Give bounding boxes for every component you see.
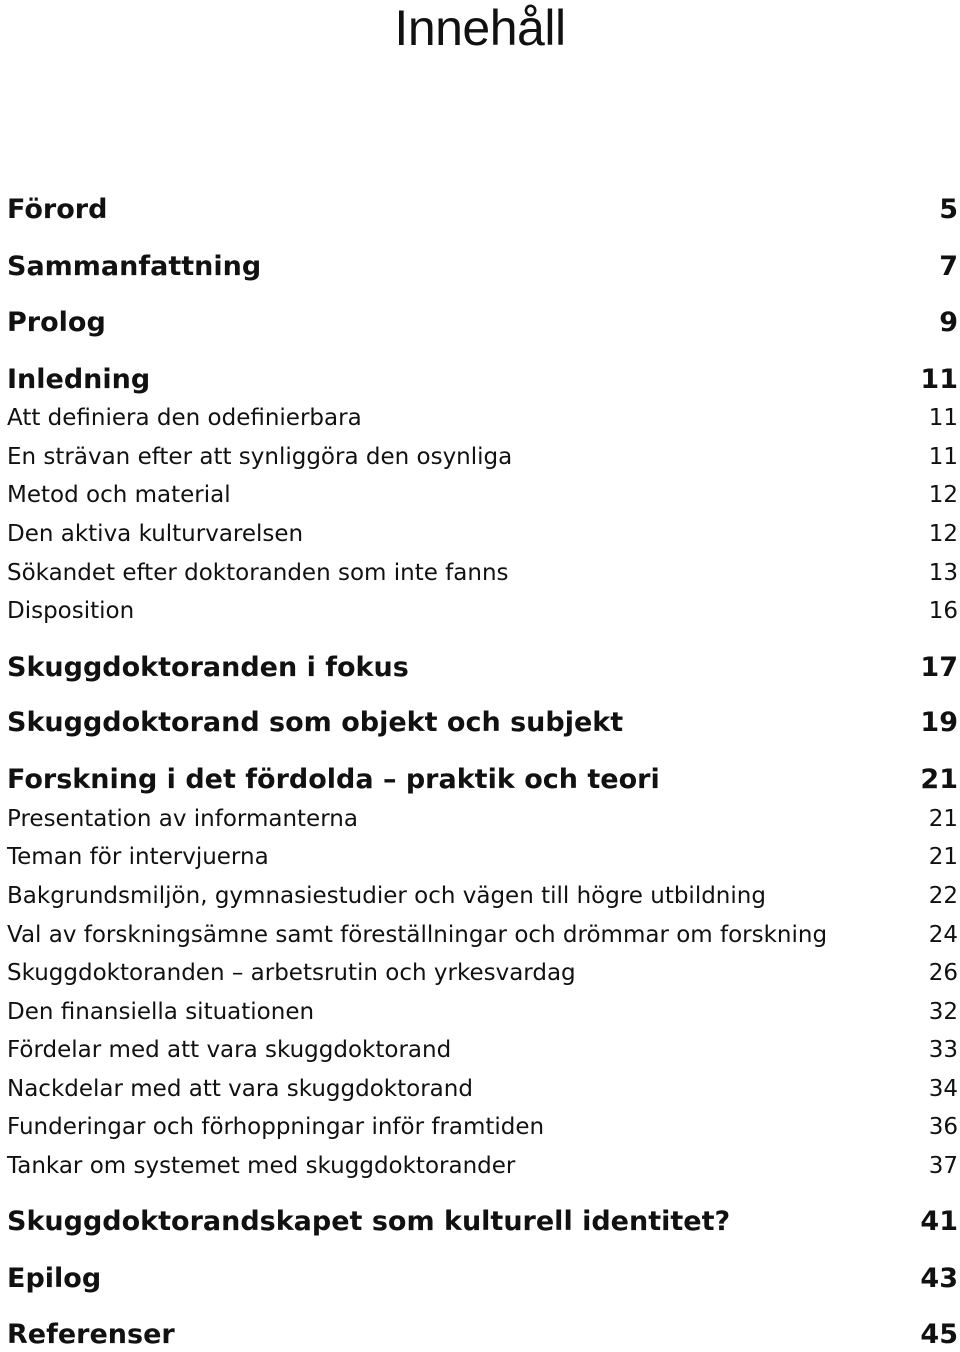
- toc-entry-title: Att definiera den odefinierbara: [7, 405, 362, 431]
- toc-page-number: 5: [939, 193, 958, 225]
- toc-entry-title: Funderingar och förhoppningar inför framtiden: [7, 1114, 545, 1140]
- toc-page-number: 43: [920, 1262, 958, 1294]
- toc-entry-title: Den finansiella situationen: [7, 999, 315, 1025]
- toc-page-number: 36: [928, 1114, 958, 1140]
- toc-entry-title: En strävan efter att synliggöra den osynliga: [7, 444, 513, 470]
- toc-page-number: 34: [928, 1076, 958, 1102]
- toc-section-entry: [0, 1073, 960, 1105]
- toc-section-entry: [0, 880, 960, 912]
- toc-entry-title: Prolog: [7, 306, 106, 338]
- page-title: Innehåll: [394, 0, 566, 56]
- toc-section-entry: [0, 996, 960, 1028]
- toc-page-number: 11: [920, 363, 958, 395]
- toc-entry-title: Fördelar med att vara skuggdoktorand: [7, 1037, 452, 1063]
- toc-entry-title: Disposition: [7, 598, 135, 624]
- toc-entry-title: Skuggdoktorandskapet som kulturell identitet?: [7, 1205, 731, 1237]
- toc-entry-title: Den aktiva kulturvarelsen: [7, 521, 304, 547]
- toc-page-number: 11: [928, 405, 958, 431]
- toc-entry-title: Inledning: [7, 363, 151, 395]
- toc-page-number: 21: [928, 844, 958, 870]
- toc-section-entry: [0, 402, 960, 434]
- toc-entry-title: Skuggdoktoranden i fokus: [7, 651, 409, 683]
- toc-page-number: 32: [928, 999, 958, 1025]
- toc-entry-title: Forskning i det fördolda – praktik och teori: [7, 763, 660, 795]
- toc-entry-title: Tankar om systemet med skuggdoktorander: [7, 1153, 516, 1179]
- toc-entry-title: Bakgrundsmiljön, gymnasiestudier och vägen till högre utbildning: [7, 883, 766, 909]
- toc-page-number: 21: [920, 763, 958, 795]
- toc-section-entry: [0, 557, 960, 589]
- toc-section-entry: [0, 841, 960, 873]
- toc-page-number: 12: [928, 482, 958, 508]
- toc-section-entry: [0, 595, 960, 627]
- toc-entry-title: Referenser: [7, 1318, 175, 1350]
- toc-page-number: 9: [939, 306, 958, 338]
- toc-entry-title: Nackdelar med att vara skuggdoktorand: [7, 1076, 473, 1102]
- toc-entry-title: Metod och material: [7, 482, 231, 508]
- toc-chapter-entry: [0, 191, 960, 227]
- toc-page-number: 21: [928, 806, 958, 832]
- toc-page-number: 33: [928, 1037, 958, 1063]
- toc-chapter-entry: [0, 1203, 960, 1239]
- toc-page-number: 16: [928, 598, 958, 624]
- toc-entry-title: Presentation av informanterna: [7, 806, 358, 832]
- toc-entry-title: Epilog: [7, 1262, 102, 1294]
- toc-entry-title: Val av forskningsämne samt föreställningar och drömmar om forskning: [7, 922, 828, 948]
- toc-section-entry: [0, 1150, 960, 1182]
- toc-entry-title: Förord: [7, 193, 108, 225]
- toc-chapter-entry: [0, 248, 960, 284]
- toc-page-number: 37: [928, 1153, 958, 1179]
- toc-chapter-entry: [0, 304, 960, 340]
- toc-section-entry: [0, 957, 960, 989]
- toc-section-entry: [0, 441, 960, 473]
- toc-page-number: 7: [939, 250, 958, 282]
- toc-chapter-entry: [0, 704, 960, 740]
- toc-entry-title: Sökandet efter doktoranden som inte fanns: [7, 560, 509, 586]
- toc-section-entry: [0, 1111, 960, 1143]
- toc-section-entry: [0, 919, 960, 951]
- toc-section-entry: [0, 1034, 960, 1066]
- toc-page-number: 19: [920, 706, 958, 738]
- toc-entry-title: Teman för intervjuerna: [7, 844, 269, 870]
- toc-chapter-entry: [0, 761, 960, 797]
- toc-entry-title: Skuggdoktoranden – arbetsrutin och yrkesvardag: [7, 960, 576, 986]
- toc-page-number: 26: [928, 960, 958, 986]
- toc-section-entry: [0, 479, 960, 511]
- toc-page-number: 41: [920, 1205, 958, 1237]
- toc-chapter-entry: [0, 649, 960, 685]
- toc-section-entry: [0, 518, 960, 550]
- toc-section-entry: [0, 803, 960, 835]
- toc-page-number: 17: [920, 651, 958, 683]
- toc-chapter-entry: [0, 1316, 960, 1352]
- toc-page-number: 24: [928, 922, 958, 948]
- toc-entry-title: Sammanfattning: [7, 250, 262, 282]
- toc-entry-title: Skuggdoktorand som objekt och subjekt: [7, 706, 624, 738]
- toc-page-number: 22: [928, 883, 958, 909]
- toc-page-number: 13: [928, 560, 958, 586]
- toc-page-number: 12: [928, 521, 958, 547]
- toc-page-number: 11: [928, 444, 958, 470]
- toc-chapter-entry: [0, 1260, 960, 1296]
- toc-chapter-entry: [0, 361, 960, 397]
- toc-page-number: 45: [920, 1318, 958, 1350]
